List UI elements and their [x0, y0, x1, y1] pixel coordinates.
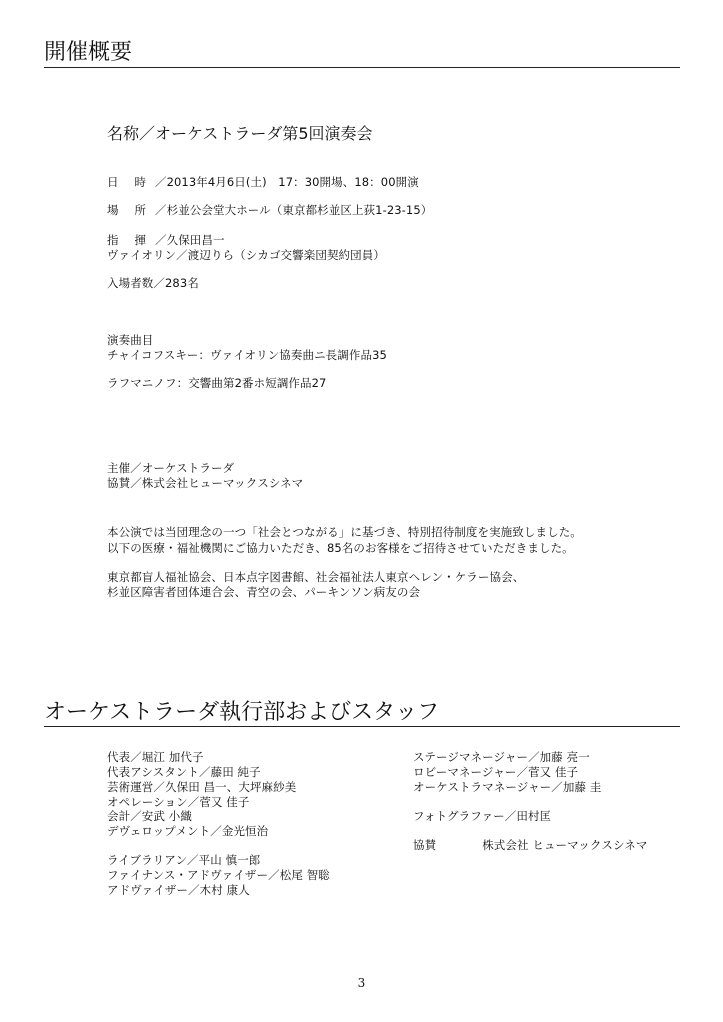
conductor-label: 指 揮	[107, 233, 146, 247]
invitation-line-2: 以下の医療・福祉機関にご協力いただき、85名のお客様をご招待させていただきました。	[107, 541, 574, 555]
institutions-line-2: 杉並区障害者団体連合会、青空の会、パーキンソン病友の会	[107, 585, 421, 599]
invitation-line-1: 本公演では当団理念の一つ「社会とつながる」に基づき、特別招待制度を実施致しました。	[107, 525, 582, 539]
date-label: 日 時	[107, 175, 146, 189]
institutions-line-1: 東京都盲人福祉協会、日本点字図書館、社会福祉法人東京ヘレン・ケラー協会、	[107, 570, 525, 584]
program-item-1: チャイコフスキー：ヴァイオリン協奏曲ニ長調作品35	[107, 348, 387, 362]
overview-heading: 開催概要	[44, 40, 133, 65]
staff-left-8: ファイナンス・アドヴァイザー／松尾 智聡	[107, 868, 330, 882]
staff-sponsor-line	[413, 838, 647, 853]
staff-photographer: フォトグラファー／田村匡	[413, 809, 552, 823]
staff-heading-rule	[44, 726, 680, 727]
staff-left-7: ライブラリアン／平山 慎一郎	[107, 853, 261, 867]
conductor-line	[107, 233, 225, 248]
staff-sponsor-label: 協賛	[413, 838, 437, 852]
staff-right-3: オーケストラマネージャー／加藤 圭	[413, 780, 602, 794]
staff-left-1: 代表／堀江 加代子	[107, 750, 204, 764]
event-name: 名称／オーケストラーダ第5回演奏会	[107, 124, 373, 143]
attendance-line: 入場者数／283名	[107, 276, 199, 290]
date-line	[107, 175, 419, 190]
program-heading: 演奏曲目	[107, 333, 154, 347]
violin-line: ヴァイオリン／渡辺りら（シカゴ交響楽団契約団員）	[107, 248, 385, 262]
staff-left-6: デヴェロップメント／金光恒治	[107, 824, 269, 838]
overview-heading-rule	[44, 67, 680, 68]
staff-heading: オーケストラーダ執行部およびスタッフ	[44, 700, 440, 725]
staff-left-5: 会計／安武 小織	[107, 809, 192, 823]
venue-line	[107, 203, 432, 218]
date-value: ／2013年4月6日(土) 17：30開場、18：00開演	[155, 175, 419, 189]
staff-right-2: ロビーマネージャー／菅又 佳子	[413, 765, 579, 779]
conductor-value: ／久保田昌一	[155, 233, 225, 247]
venue-value: ／杉並公会堂大ホール（東京都杉並区上荻1-23-15）	[155, 203, 433, 217]
venue-label: 場 所	[107, 203, 146, 217]
staff-sponsor-value: 株式会社 ヒューマックスシネマ	[482, 838, 648, 852]
staff-left-2: 代表アシスタント／藤田 純子	[107, 765, 261, 779]
organizer-line: 主催／オーケストラーダ	[107, 461, 235, 475]
staff-right-1: ステージマネージャー／加藤 亮一	[413, 750, 590, 764]
page-number: 3	[357, 976, 366, 990]
staff-left-9: アドヴァイザー／木村 康人	[107, 883, 250, 897]
program-item-2: ラフマニノフ：交響曲第2番ホ短調作品27	[107, 376, 327, 390]
staff-left-3: 芸術運営／久保田 昌一、大坪麻紗美	[107, 780, 297, 794]
sponsor-line: 協賛／株式会社ヒューマックスシネマ	[107, 476, 304, 490]
staff-left-4: オペレーション／菅又 佳子	[107, 795, 250, 809]
